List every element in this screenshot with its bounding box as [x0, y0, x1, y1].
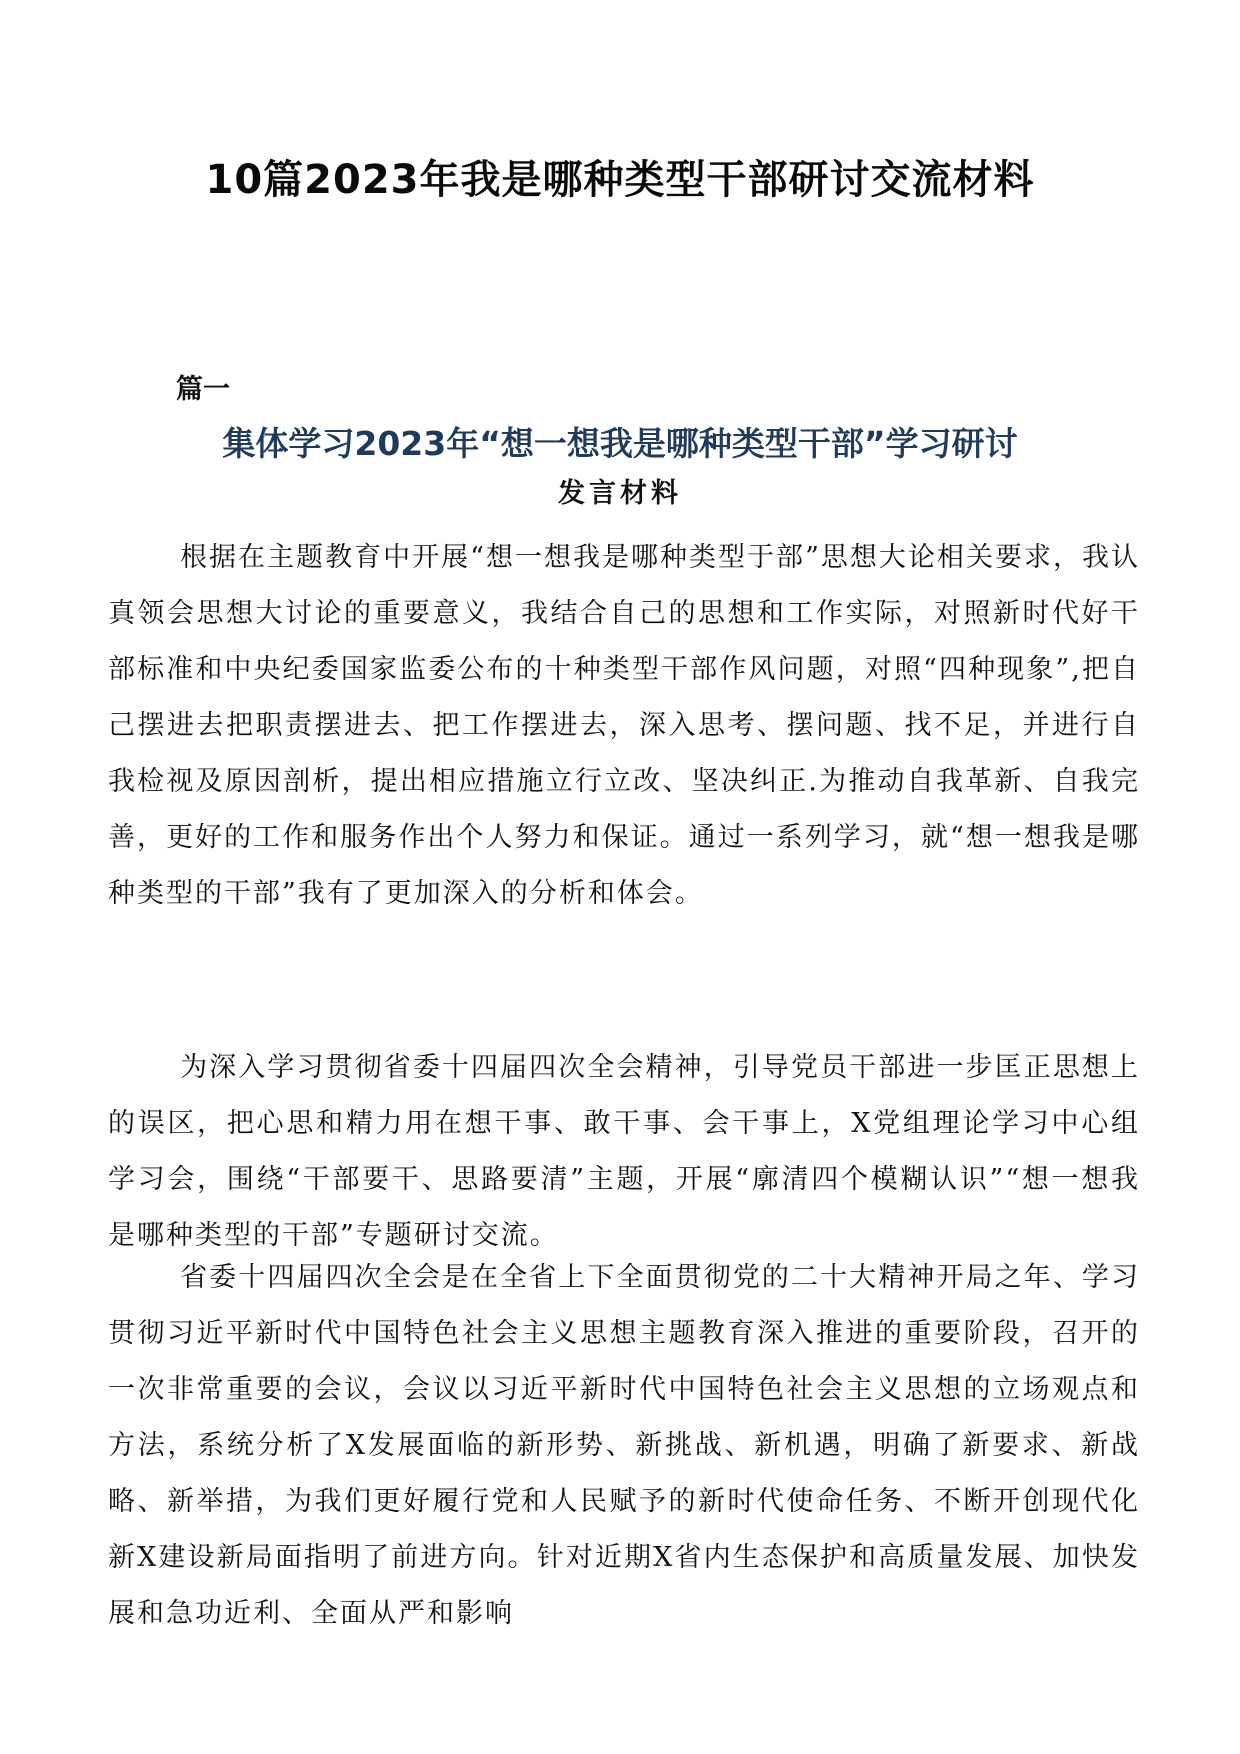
paragraph-2	[108, 1040, 1140, 1264]
paragraph-1-text: 根据在主题教育中开展“想一想我是哪种类型于部”思想大论相关要求，我认真领会思想大讨论的重要意义，我结合自己的思想和工作实际，对照新时代好干部标准和中央纪委国家监委公布的十种类型干部作风问题，对照“四种现象”,把自己摆进去把职责摆进去、把工作摆进去，深入思考、摆问题、找不足，并进行自我检视及原因剖析，提出相应措施立行立改、坚决纠正.为推动自我革新、自我完善，更好的工作和服务作出个人努力和保证。通过一系列学习，就“想一想我是哪种类型的干部”我有了更加深入的分析和体会。	[108, 542, 1140, 909]
document-main-title: 10篇2023年我是哪种类型干部研讨交流材料	[205, 157, 1035, 203]
paragraph-2-text: 为深入学习贯彻省委十四届四次全会精神，引导党员干部进一步匡正思想上的误区，把心思和精力用在想干事、敢干事、会干事上，X党组理论学习中心组学习会，围绕“干部要干、思路要清”主题，开展“廓清四个模糊认识”“想一想我是哪种类型的干部”专题研讨交流。	[108, 1052, 1140, 1251]
article-title-line1: 集体学习2023年“想一想我是哪种类型干部”学习研讨	[222, 424, 1018, 463]
paragraph-1	[108, 530, 1140, 922]
paragraph-3-text: 省委十四届四次全会是在全省上下全面贯彻党的二十大精神开局之年、学习贯彻习近平新时代中国特色社会主义思想主题教育深入推进的重要阶段，召开的一次非常重要的会议，会议以习近平新时代中国特色社会主义思想的立场观点和方法，系统分析了X发展面临的新形势、新挑战、新机遇，明确了新要求、新战略、新举措，为我们更好履行党和人民赋予的新时代使命任务、不断开创现代化新X建设新局面指明了前进方向。针对近期X省内生态保护和高质量发展、加快发展和急功近利、全面从严和影响	[108, 1262, 1140, 1629]
article-title-line2: 发言材料	[558, 478, 682, 509]
article-title	[60, 420, 1180, 514]
paragraph-3	[108, 1250, 1140, 1642]
chapter-label: 篇一	[176, 374, 230, 405]
